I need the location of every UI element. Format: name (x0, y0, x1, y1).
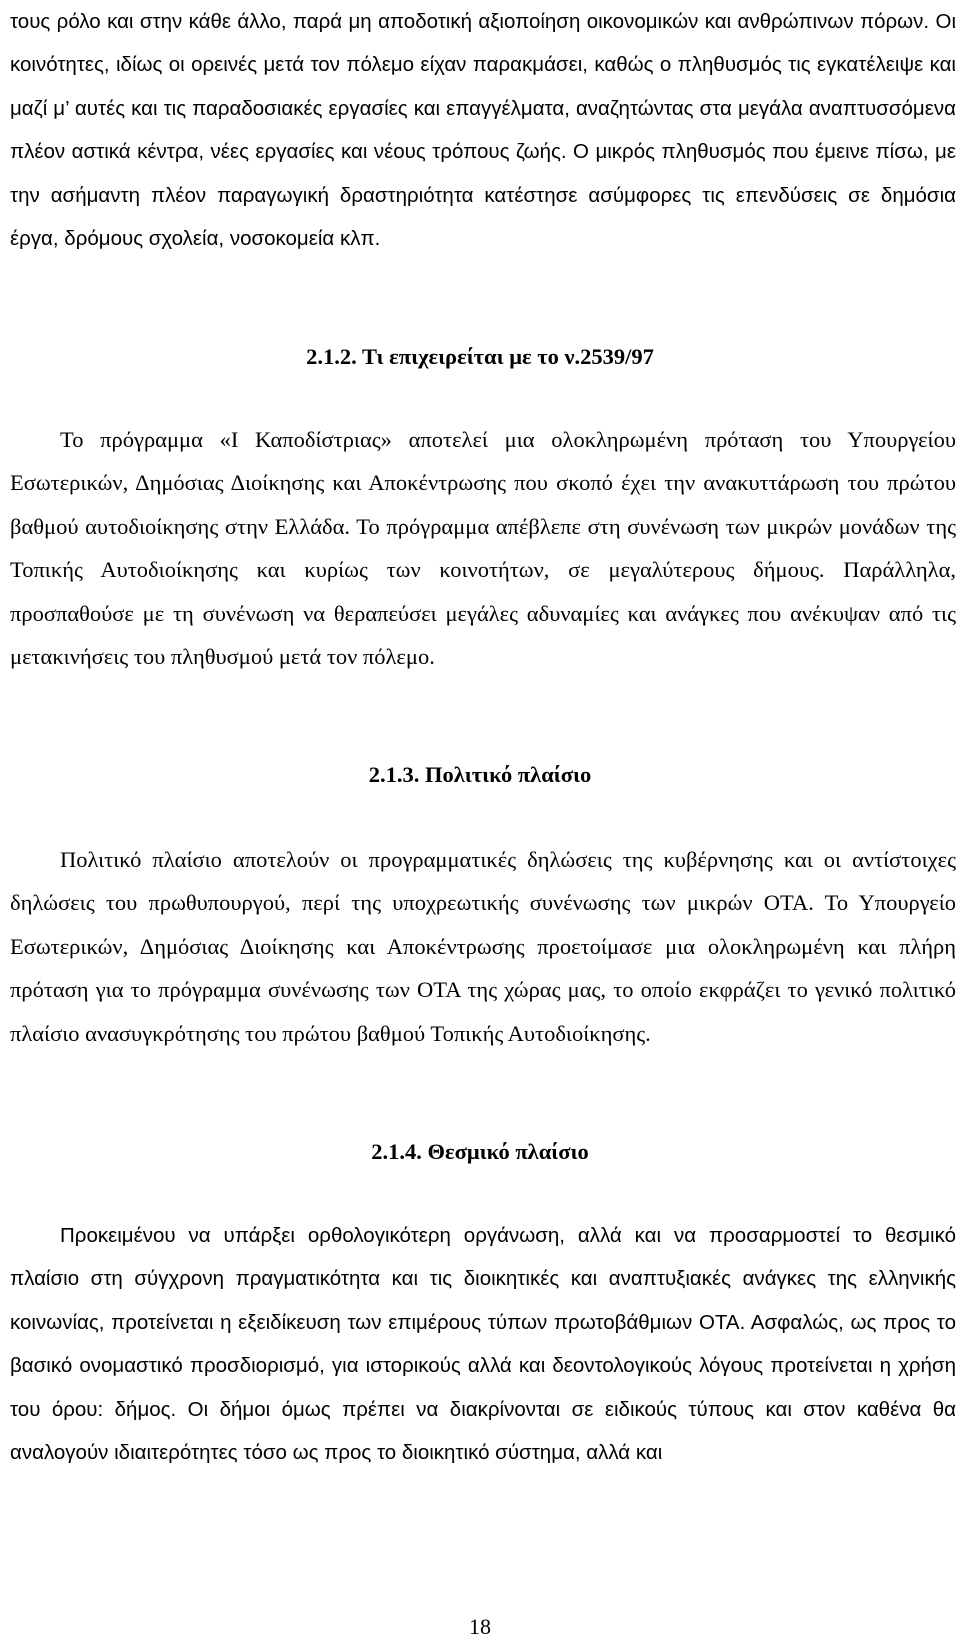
paragraph-rural-decline: τους ρόλο και στην κάθε άλλο, παρά μη αποδοτική αξιοποίηση οικονομικών και ανθρώπινων πόρων. Οι κοινότητες, ιδίως οι ορεινές μετά τον πόλεμο είχαν παρακμάσει, καθώς ο πληθυσμός τις εγκατέλειψε και μαζί μ’ αυτές και τις παραδοσιακές εργασίες και επαγγέλματα, αναζητώντας στα μεγάλα αναπτυσσόμενα πλέον αστικά κέντρα, νέες εργασίες και νέους τρόπους ζωής. Ο μικρός πληθυσμός που έμεινε πίσω, με την ασήμαντη πλέον παραγωγική δραστηριότητα κατέστησε ασύμφορες τις επενδύσεις σε δημόσια έργα, δρόμους σχολεία, νοσοκομεία κλπ. (10, 10, 956, 251)
paragraph-institutional-framework: Προκειμένου να υπάρξει ορθολογικότερη οργάνωση, αλλά και να προσαρμοστεί το θεσμικό πλαίσιο στη σύγχρονη πραγματικότητα και τις διοικητικές και αναπτυξιακές ανάγκες της ελληνικής κοινωνίας, προτείνεται η εξειδίκευση των επιμέρους τύπων πρωτοβάθμιων ΟΤΑ. Ασφαλώς, ως προς το βασικό ονομαστικό προσδιορισμό, για ιστορικούς αλλά και δεοντολογικούς λόγους προτείνεται η χρήση του όρου: δήμος. Οι δήμοι όμως πρέπει να διακρίνονται σε ειδικούς τύπους και στον καθένα θα αναλογούν ιδιαιτερότητες τόσο ως προς το διοικητικό σύστημα, αλλά και (10, 1224, 956, 1465)
section-heading-2-1-3: 2.1.3. Πολιτικό πλαίσιο (368, 762, 592, 787)
section-heading-2-1-4: 2.1.4. Θεσμικό πλαίσιο (371, 1139, 589, 1164)
paragraph-political-framework: Πολιτικό πλαίσιο αποτελούν οι προγραμματικές δηλώσεις της κυβέρνησης και οι αντίστοιχες δηλώσεις του πρωθυπουργού, περί της υποχρεωτικής συνένωσης των μικρών ΟΤΑ. Το Υπουργείο Εσωτερικών, Δημόσιας Διοίκησης και Αποκέντρωσης προετοίμασε μια ολοκληρωμένη και πλήρη πρόταση για το πρόγραμμα συνένωσης των ΟΤΑ της χώρας μας, το οποίο εκφράζει το γενικό πολιτικό πλαίσιο ανασυγκρότησης του πρώτου βαθμού Τοπικής Αυτοδιοίκησης. (10, 847, 956, 1046)
section-heading-2-1-2: 2.1.2. Τι επιχειρείται με το ν.2539/97 (306, 344, 654, 369)
page-number: 18 (469, 1614, 491, 1639)
paragraph-kapodistrias-program: Το πρόγραμμα «Ι Καποδίστριας» αποτελεί μια ολοκληρωμένη πρόταση του Υπουργείου Εσωτερικών, Δημόσιας Διοίκησης και Αποκέντρωσης που σκοπό έχει την ανακυττάρωση του πρώτου βαθμού αυτοδιοίκησης στην Ελλάδα. Το πρόγραμμα απέβλεπε στη συνένωση των μικρών μονάδων της Τοπικής Αυτοδιοίκησης και κυρίως των κοινοτήτων, σε μεγαλύτερους δήμους. Παράλληλα, προσπαθούσε με τη συνένωση να θεραπεύσει μεγάλες αδυναμίες και ανάγκες που ανέκυψαν από τις μετακινήσεις του πληθυσμού μετά τον πόλεμο. (10, 427, 956, 670)
